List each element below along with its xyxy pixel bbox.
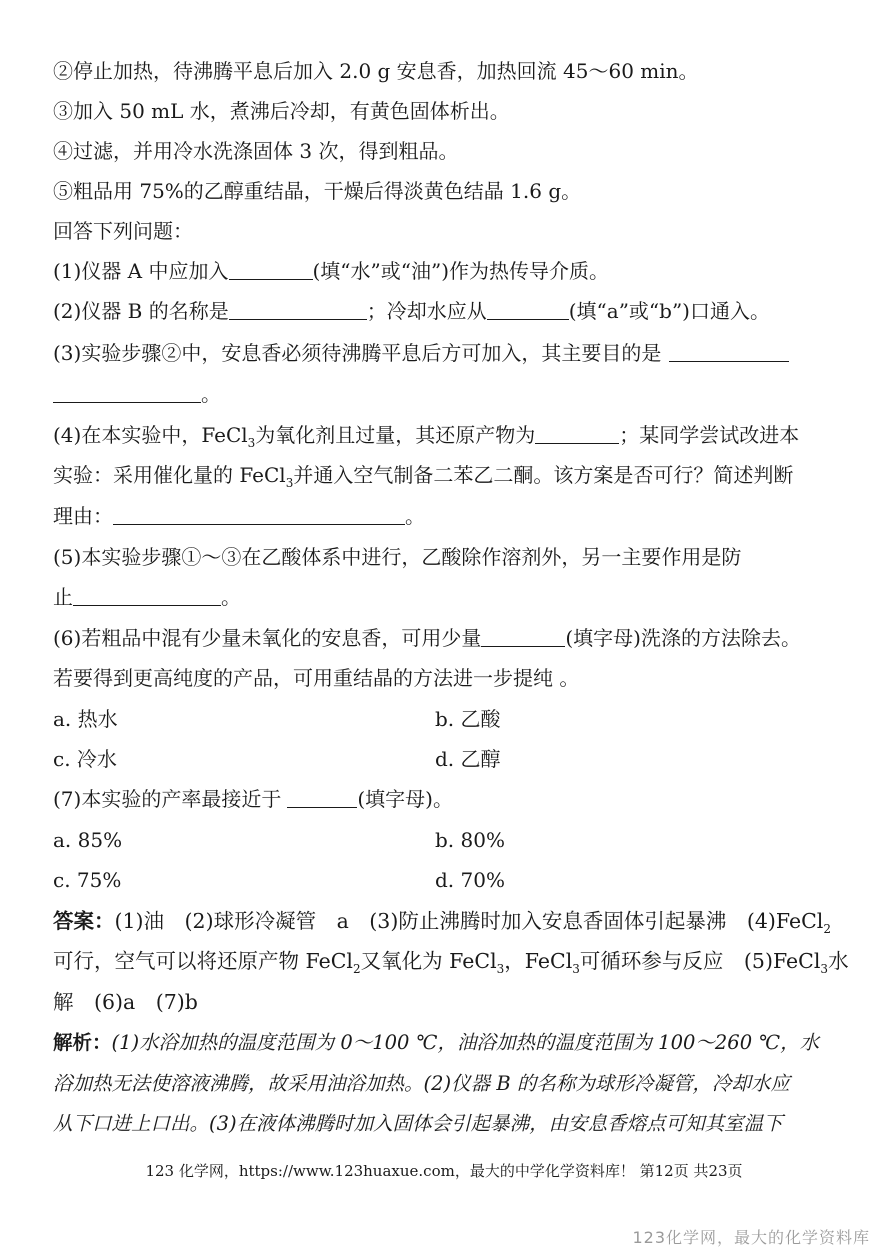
q4-text-c: ；某同学尝试改进本 bbox=[619, 423, 800, 447]
answer-blank[interactable] bbox=[487, 301, 569, 320]
q1-text: (1)仪器 A 中应加入 bbox=[53, 259, 229, 283]
question-5: (5)本实验步骤①～③在乙酸体系中进行，乙酸除作溶剂外，另一主要作用是防 bbox=[53, 545, 742, 569]
option-b[interactable]: b. 80% bbox=[435, 828, 505, 852]
watermark: 123化学网，最大的化学资料库 bbox=[632, 1228, 870, 1247]
step-4: ④过滤，并用冷水洗涤固体 3 次，得到粗品。 bbox=[53, 139, 459, 163]
q4-text-d: 实验：采用催化量的 FeCl bbox=[53, 463, 286, 487]
question-3 bbox=[53, 340, 848, 366]
q3-end: 。 bbox=[201, 382, 221, 406]
subscript: 3 bbox=[572, 962, 580, 977]
questions-prompt: 回答下列问题： bbox=[53, 219, 193, 243]
q5-text-b: 止 bbox=[53, 585, 73, 609]
answer-blank[interactable] bbox=[53, 384, 201, 403]
q6-options-row-1 bbox=[53, 706, 848, 732]
question-1 bbox=[53, 258, 848, 284]
subscript: 2 bbox=[823, 922, 831, 937]
q7-options-row-1 bbox=[53, 827, 848, 853]
q2-text-end: (填“a”或“b”)口通入。 bbox=[568, 299, 770, 323]
subscript: 3 bbox=[496, 962, 505, 977]
option-b[interactable]: b. 乙酸 bbox=[435, 707, 501, 731]
answer-text: 可行，空气可以将还原产物 FeCl bbox=[53, 949, 353, 973]
answer-line-3: 解 (6)a (7)b bbox=[53, 990, 198, 1014]
option-a[interactable]: a. 85% bbox=[53, 828, 123, 852]
question-7 bbox=[53, 786, 848, 812]
analysis-label: 解析： bbox=[53, 1031, 112, 1054]
analysis-text: (1)水浴加热的温度范围为 0～100 ℃，油浴加热的温度范围为 100～260 ℃，水 bbox=[111, 1031, 820, 1054]
q4-text-f: 理由： bbox=[53, 504, 113, 528]
question-4-reason bbox=[53, 503, 848, 529]
answer-blank[interactable] bbox=[481, 628, 565, 647]
answer-text: (1)油 (2)球形冷凝管 a (3)防止沸腾时加入安息香固体引起暴沸 (4)FeCl bbox=[114, 909, 824, 933]
q2-text: (2)仪器 B 的名称是 bbox=[53, 299, 229, 323]
q2-text-mid: ；冷却水应从 bbox=[366, 299, 487, 323]
question-6-cont: 若要得到更高纯度的产品，可用重结晶的方法进一步提纯 。 bbox=[53, 666, 580, 690]
q7-options-row-2 bbox=[53, 867, 848, 893]
q4-text: (4)在本实验中，FeCl bbox=[53, 423, 248, 447]
question-4 bbox=[53, 422, 848, 448]
answer-blank[interactable] bbox=[229, 261, 313, 280]
option-d[interactable]: d. 70% bbox=[435, 868, 505, 892]
analysis-line-3: 从下口进上口出。(3)在液体沸腾时加入固体会引起暴沸，由安息香熔点可知其室温下 bbox=[53, 1112, 783, 1135]
answer-blank[interactable] bbox=[535, 425, 619, 444]
answer-blank[interactable] bbox=[113, 506, 405, 525]
q7-text: (7)本实验的产率最接近于 bbox=[53, 787, 282, 811]
page-footer: 123 化学网，https://www.123huaxue.com，最大的中学化学资料库！ 第12页 共23页 bbox=[145, 1162, 743, 1180]
option-c[interactable]: c. 75% bbox=[53, 868, 122, 892]
q4-end: 。 bbox=[405, 504, 425, 528]
answer-line-2 bbox=[53, 948, 849, 977]
subscript: 2 bbox=[353, 962, 361, 977]
question-6 bbox=[53, 625, 848, 651]
step-3: ③加入 50 mL 水，煮沸后冷却，有黄色固体析出。 bbox=[53, 99, 510, 123]
q4-text-e: 并通入空气制备二苯乙二酮。该方案是否可行？简述判断 bbox=[293, 463, 794, 487]
answer-text: 可循环参与反应 (5)FeCl bbox=[579, 949, 821, 973]
answer-label: 答案： bbox=[53, 909, 115, 933]
subscript: 3 bbox=[820, 962, 829, 977]
q6-text-b: (填字母)洗涤的方法除去。 bbox=[565, 626, 801, 650]
question-2 bbox=[53, 298, 848, 324]
subscript: 3 bbox=[285, 476, 294, 490]
subscript: 3 bbox=[247, 436, 256, 450]
analysis-line-2: 浴加热无法使溶液沸腾，故采用油浴加热。(2)仪器 B 的名称为球形冷凝管，冷却水应 bbox=[53, 1072, 790, 1095]
question-5-cont bbox=[53, 584, 848, 610]
answer-blank[interactable] bbox=[287, 789, 357, 808]
step-5: ⑤粗品用 75%的乙醇重结晶，干燥后得淡黄色结晶 1.6 g。 bbox=[53, 179, 582, 203]
analysis-line-1 bbox=[53, 1030, 848, 1056]
q4-text-b: 为氧化剂且过量，其还原产物为 bbox=[255, 423, 536, 447]
answer-text: 水 bbox=[828, 949, 849, 973]
q1-text-end: (填“水”或“油”)作为热传导介质。 bbox=[312, 259, 610, 283]
question-4-cont bbox=[53, 462, 848, 488]
q7-text-b: (填字母)。 bbox=[357, 787, 453, 811]
answer-text: ，FeCl bbox=[504, 949, 573, 973]
q5-end: 。 bbox=[221, 585, 241, 609]
answer-line-1 bbox=[53, 908, 848, 937]
option-a[interactable]: a. 热水 bbox=[53, 707, 118, 731]
question-3-cont bbox=[53, 381, 848, 407]
q3-text: (3)实验步骤②中，安息香必须待沸腾平息后方可加入，其主要目的是 bbox=[53, 341, 662, 365]
option-c[interactable]: c. 冷水 bbox=[53, 747, 117, 771]
q6-text: (6)若粗品中混有少量未氧化的安息香，可用少量 bbox=[53, 626, 482, 650]
answer-blank[interactable] bbox=[669, 343, 789, 362]
answer-text: 又氧化为 FeCl bbox=[360, 949, 497, 973]
q6-options-row-2 bbox=[53, 746, 848, 772]
option-d[interactable]: d. 乙醇 bbox=[435, 747, 501, 771]
answer-blank[interactable] bbox=[73, 587, 221, 606]
step-2: ②停止加热，待沸腾平息后加入 2.0 g 安息香，加热回流 45～60 min。 bbox=[53, 59, 699, 83]
answer-blank[interactable] bbox=[229, 301, 367, 320]
